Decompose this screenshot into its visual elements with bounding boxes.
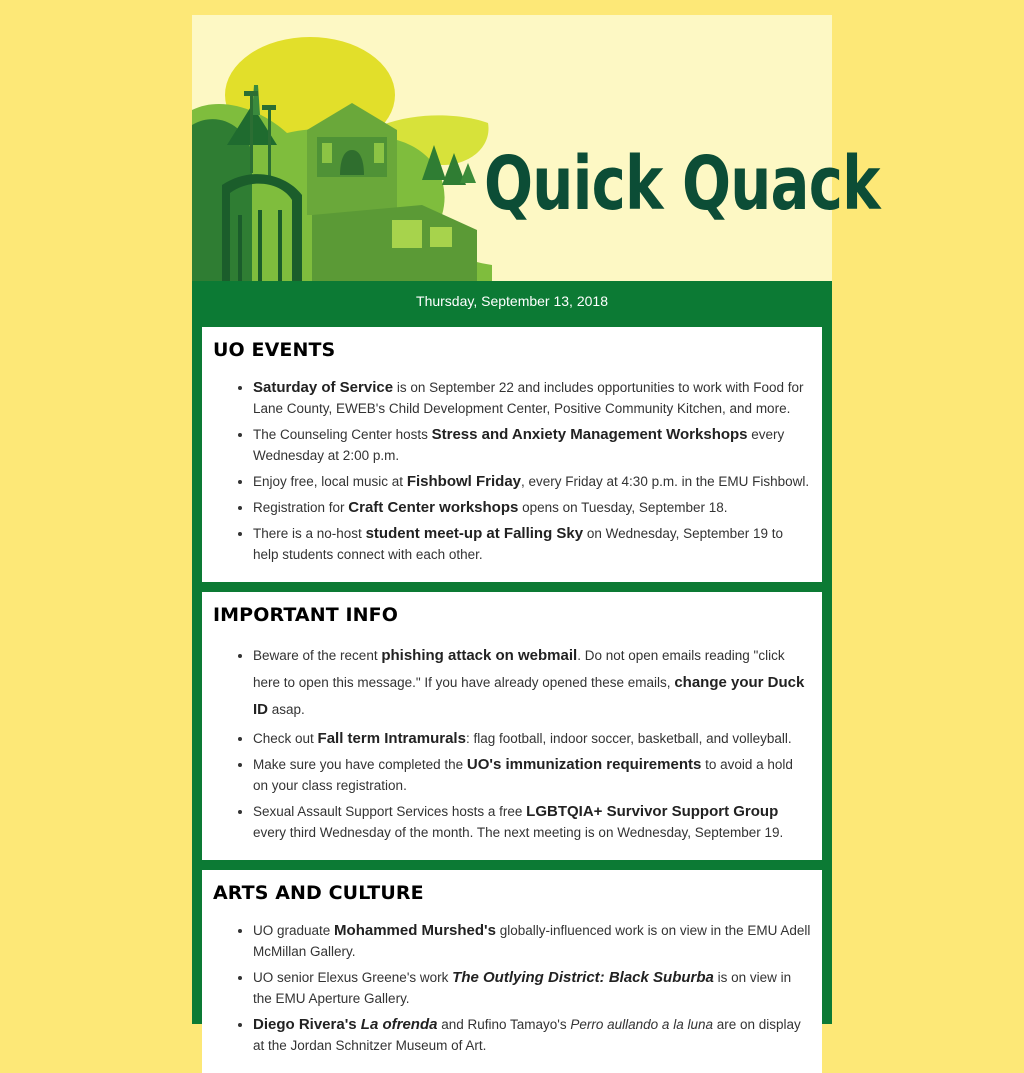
arts-list <box>213 920 811 1056</box>
link-fishbowl-friday[interactable]: Fishbowl Friday <box>406 473 522 490</box>
list-item: • Sexual Assault Support Services hosts a free LGBTQIA+ Survivor Support Group every third Wednesday of the month. The next meeting is on Wednesday, September 19. <box>253 801 811 843</box>
link-diego-rivera[interactable]: Diego Rivera's <box>253 1016 361 1033</box>
list-item: • There is a no-host student meet-up at Falling Sky on Wednesday, September 19 to help students connect with each other. <box>253 523 811 565</box>
list-item: • The Counseling Center hosts Stress and Anxiety Management Workshops every Wednesday at 2:00 p.m. <box>253 424 811 466</box>
newsletter-title: Quick Quack <box>484 141 880 227</box>
section-important-info <box>202 592 822 860</box>
link-stress-anxiety-workshops[interactable]: Stress and Anxiety Management Workshops <box>431 426 748 443</box>
section-heading: UO EVENTS <box>213 339 336 361</box>
section-uo-events <box>202 327 822 582</box>
banner <box>192 15 880 281</box>
link-la-ofrenda[interactable]: La ofrenda <box>360 1016 438 1033</box>
list-item: • Saturday of Service is on September 22 and includes opportunities to work with Food for Lane County, EWEB's Child Development Center, Positive Community Kitchen, and more. <box>253 377 811 419</box>
issue-date: Thursday, September 13, 2018 <box>416 293 608 309</box>
link-student-meetup-falling-sky[interactable]: student meet-up at Falling Sky <box>365 525 584 542</box>
link-craft-center-workshops[interactable]: Craft Center workshops <box>348 499 519 516</box>
link-outlying-district[interactable]: The Outlying District: Black Suburba <box>452 969 714 986</box>
event-list <box>213 377 811 565</box>
list-item: • UO senior Elexus Greene's work The Outlying District: Black Suburba is on view in the EMU Aperture Gallery. <box>253 967 811 1009</box>
link-immunization-requirements[interactable]: UO's immunization requirements <box>466 756 702 773</box>
list-item: • Registration for Craft Center workshops opens on Tuesday, September 18. <box>253 497 811 518</box>
link-mohammed-murshed[interactable]: Mohammed Murshed's <box>334 922 496 939</box>
section-heading: IMPORTANT INFO <box>213 604 398 626</box>
list-item: • Make sure you have completed the UO's immunization requirements to avoid a hold on your class registration. <box>253 754 811 796</box>
list-item: • Check out Fall term Intramurals: flag football, indoor soccer, basketball, and volleyball. <box>253 728 811 749</box>
link-saturday-of-service[interactable]: Saturday of Service <box>253 379 394 396</box>
list-item: • Diego Rivera's La ofrenda and Rufino Tamayo's Perro aullando a la luna are on display at the Jordan Schnitzer Museum of Art. <box>253 1014 811 1056</box>
list-item: • Enjoy free, local music at Fishbowl Friday, every Friday at 4:30 p.m. in the EMU Fishbowl. <box>253 471 811 492</box>
list-item: • UO graduate Mohammed Murshed's globally-influenced work is on view in the EMU Adell McMillan Gallery. <box>253 920 811 962</box>
newsletter-email <box>192 15 880 1053</box>
info-list <box>213 642 811 843</box>
link-phishing-attack[interactable]: phishing attack on webmail <box>381 647 578 664</box>
link-survivor-support-group[interactable]: LGBTQIA+ Survivor Support Group <box>526 803 779 820</box>
duck-campus-illustration <box>192 15 492 281</box>
section-arts-culture <box>202 870 822 1073</box>
section-heading: ARTS AND CULTURE <box>213 882 424 904</box>
link-change-duck-id[interactable]: change your Duck ID <box>253 674 805 718</box>
list-item: • Beware of the recent phishing attack on webmail. Do not open emails reading "click here to open this message." If you have already opened these emails, change your Duck ID asap. <box>253 642 811 723</box>
link-fall-intramurals[interactable]: Fall term Intramurals <box>317 730 466 747</box>
